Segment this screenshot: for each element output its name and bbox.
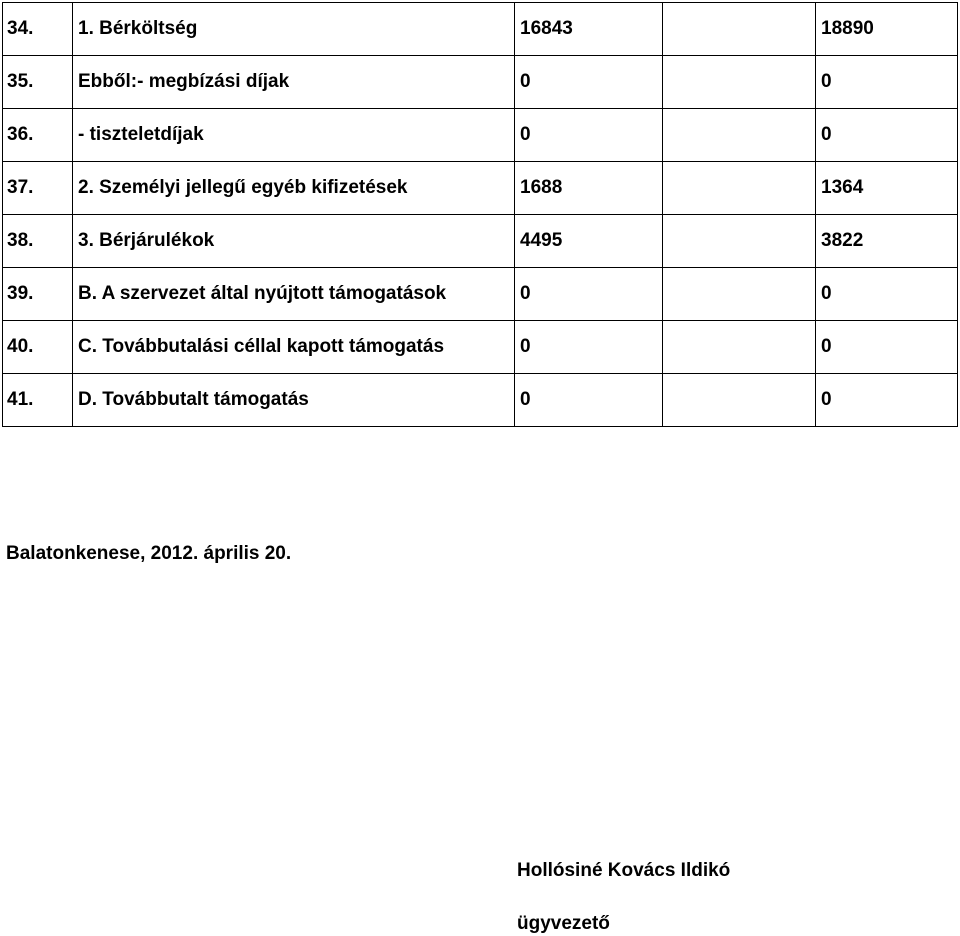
row-value-current: 18890 — [816, 3, 958, 56]
table-row — [3, 109, 958, 162]
row-value-current: 0 — [816, 268, 958, 321]
row-value-prev: 1688 — [515, 162, 663, 215]
table-row — [3, 162, 958, 215]
empty-cell — [663, 215, 816, 268]
row-number: 35. — [3, 56, 73, 109]
row-number: 37. — [3, 162, 73, 215]
row-label: B. A szervezet által nyújtott támogatások — [73, 268, 515, 321]
row-label: D. Továbbutalt támogatás — [73, 374, 515, 427]
row-label: Ebből:- megbízási díjak — [73, 56, 515, 109]
table-row — [3, 56, 958, 109]
row-value-prev: 0 — [515, 321, 663, 374]
row-value-prev: 4495 — [515, 215, 663, 268]
row-number: 34. — [3, 3, 73, 56]
place-and-date: Balatonkenese, 2012. április 20. — [6, 543, 292, 564]
signatory-title: ügyvezető — [517, 913, 610, 934]
empty-cell — [663, 3, 816, 56]
table-row — [3, 3, 958, 56]
row-value-prev: 0 — [515, 56, 663, 109]
row-label: 1. Bérköltség — [73, 3, 515, 56]
empty-cell — [663, 321, 816, 374]
row-value-current: 0 — [816, 109, 958, 162]
row-value-current: 3822 — [816, 215, 958, 268]
row-number: 40. — [3, 321, 73, 374]
row-label: - tiszteletdíjak — [73, 109, 515, 162]
empty-cell — [663, 162, 816, 215]
row-number: 38. — [3, 215, 73, 268]
row-label: 2. Személyi jellegű egyéb kifizetések — [73, 162, 515, 215]
table-row — [3, 374, 958, 427]
empty-cell — [663, 109, 816, 162]
signatory-name: Hollósiné Kovács Ildikó — [517, 860, 731, 881]
empty-cell — [663, 374, 816, 427]
row-value-prev: 0 — [515, 268, 663, 321]
table-row — [3, 215, 958, 268]
row-value-current: 0 — [816, 56, 958, 109]
row-value-prev: 16843 — [515, 3, 663, 56]
row-number: 36. — [3, 109, 73, 162]
row-value-current: 0 — [816, 374, 958, 427]
row-value-prev: 0 — [515, 109, 663, 162]
empty-cell — [663, 268, 816, 321]
row-label: 3. Bérjárulékok — [73, 215, 515, 268]
table-row — [3, 321, 958, 374]
row-value-current: 0 — [816, 321, 958, 374]
row-value-prev: 0 — [515, 374, 663, 427]
financial-report-table — [2, 2, 958, 427]
row-number: 39. — [3, 268, 73, 321]
row-number: 41. — [3, 374, 73, 427]
empty-cell — [663, 56, 816, 109]
row-label: C. Továbbutalási céllal kapott támogatás — [73, 321, 515, 374]
row-value-current: 1364 — [816, 162, 958, 215]
table-row — [3, 268, 958, 321]
